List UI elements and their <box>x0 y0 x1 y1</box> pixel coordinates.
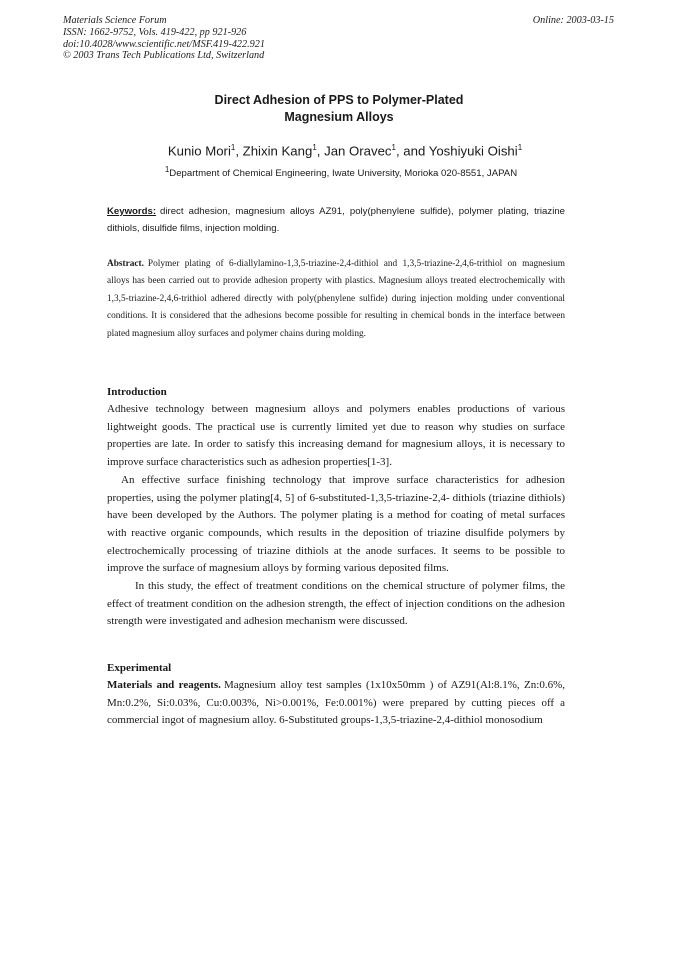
experimental-body <box>107 677 565 730</box>
introduction-heading: Introduction <box>107 386 167 398</box>
author-separator: , and <box>395 143 429 159</box>
keywords-text: direct adhesion, magnesium alloys AZ91, poly(phenylene sulfide), polymer plating, triazine dithiols, disulfide films, injection molding. <box>107 206 565 234</box>
journal-header <box>63 15 265 62</box>
paragraph: An effective surface finishing technology that improve surface characteristics for adhesion properties, using the polymer plating[4, 5] of 6-substituted-1,3,5-triazine-2,4- dithiols (triazine dithiols) have been developed by the Authors. The polymer plating is a method for coating of metal surfaces with reactive organic compounds, which results in the deposition of triazine disulfide polymers by electrochemically processing of triazine dithiols at the anode surfaces. It seems to be possible to improve the surface of magnesium alloys by forming various deposited films. <box>107 473 565 575</box>
author-affiliation-mark: 1 <box>391 143 396 152</box>
title-line-1: Direct Adhesion of PPS to Polymer-Plated <box>214 93 464 107</box>
paragraph-text: Magnesium alloy test samples (1x10x50mm ) of AZ91(Al:8.1%, Zn:0.6%, Mn:0.2%, Si:0.03%, Cu:0.003%, Ni>0.001%, Fe:0.001%) were prepared by cutting pieces off a commercial ingot of magnesium alloy. 6-Substituted groups-1,3,5-triazine-2,4-dithiol monosodium <box>107 679 565 727</box>
author-affiliation-mark: 1 <box>230 143 236 152</box>
introduction-body <box>107 401 565 631</box>
affiliation <box>0 165 678 179</box>
subsection-label: Materials and reagents. <box>107 679 221 691</box>
author-list <box>0 143 678 158</box>
journal-copyright: © 2003 Trans Tech Publications Ltd, Switzerland <box>63 50 265 62</box>
affiliation-mark: 1 <box>164 165 170 174</box>
author-name: Kunio Mori <box>167 143 231 159</box>
keywords-label: Keywords: <box>107 206 157 217</box>
keywords-block <box>107 203 565 237</box>
author-separator: , <box>235 143 243 159</box>
title-line-2: Magnesium Alloys <box>284 110 394 124</box>
paragraph <box>107 677 565 730</box>
author-name: Yoshiyuki Oishi <box>428 143 518 159</box>
author-separator: , <box>316 143 325 159</box>
paragraph: Adhesive technology between magnesium alloys and polymers enables productions of various lightweight goods. The practical use is currently limited yet due to reason why studies on surface properties are late. In order to satisfy this increasing demand for magnesium alloys, it is necessary to improve surface characteristics such as adhesion properties[1-3]. <box>107 403 565 469</box>
author-name: Jan Oravec <box>324 143 392 159</box>
online-date: Online: 2003-03-15 <box>532 15 614 26</box>
author-name: Zhixin Kang <box>242 143 313 159</box>
experimental-heading: Experimental <box>107 662 172 674</box>
affiliation-text: Department of Chemical Engineering, Iwate University, Morioka 020-8551, JAPAN <box>169 168 518 180</box>
journal-doi: doi:10.4028/www.scientific.net/MSF.419-422.921 <box>63 38 265 50</box>
journal-name: Materials Science Forum <box>63 15 167 26</box>
paper-title <box>0 92 678 126</box>
author-affiliation-mark: 1 <box>517 143 523 152</box>
abstract-block <box>107 256 565 343</box>
author-affiliation-mark: 1 <box>312 143 317 152</box>
paragraph: In this study, the effect of treatment conditions on the chemical structure of polymer films, the effect of treatment condition on the adhesion strength, the effect of injection conditions on the adhesion strength were investigated and adhesion mechanism were discussed. <box>107 580 565 628</box>
abstract-text: Polymer plating of 6-diallylamino-1,3,5-triazine-2,4-dithiol and 1,3,5-triazine-2,4,6-trithiol on magnesium alloys has been carried out to provide adhesion property with plastics. Magnesium alloys treated electrochemically with 1,3,5-triazine-2,4,6-trithiol adhered directly with poly(phenylene sulfide) during injection molding under conventional conditions. It is considered that the adhesions become possible for resulting in chemical bonds in the interface between plated magnesium alloy surfaces and polymer chains during molding. <box>107 259 565 339</box>
journal-issn: ISSN: 1662-9752, Vols. 419-422, pp 921-926 <box>63 26 247 38</box>
abstract-label: Abstract. <box>107 259 144 269</box>
